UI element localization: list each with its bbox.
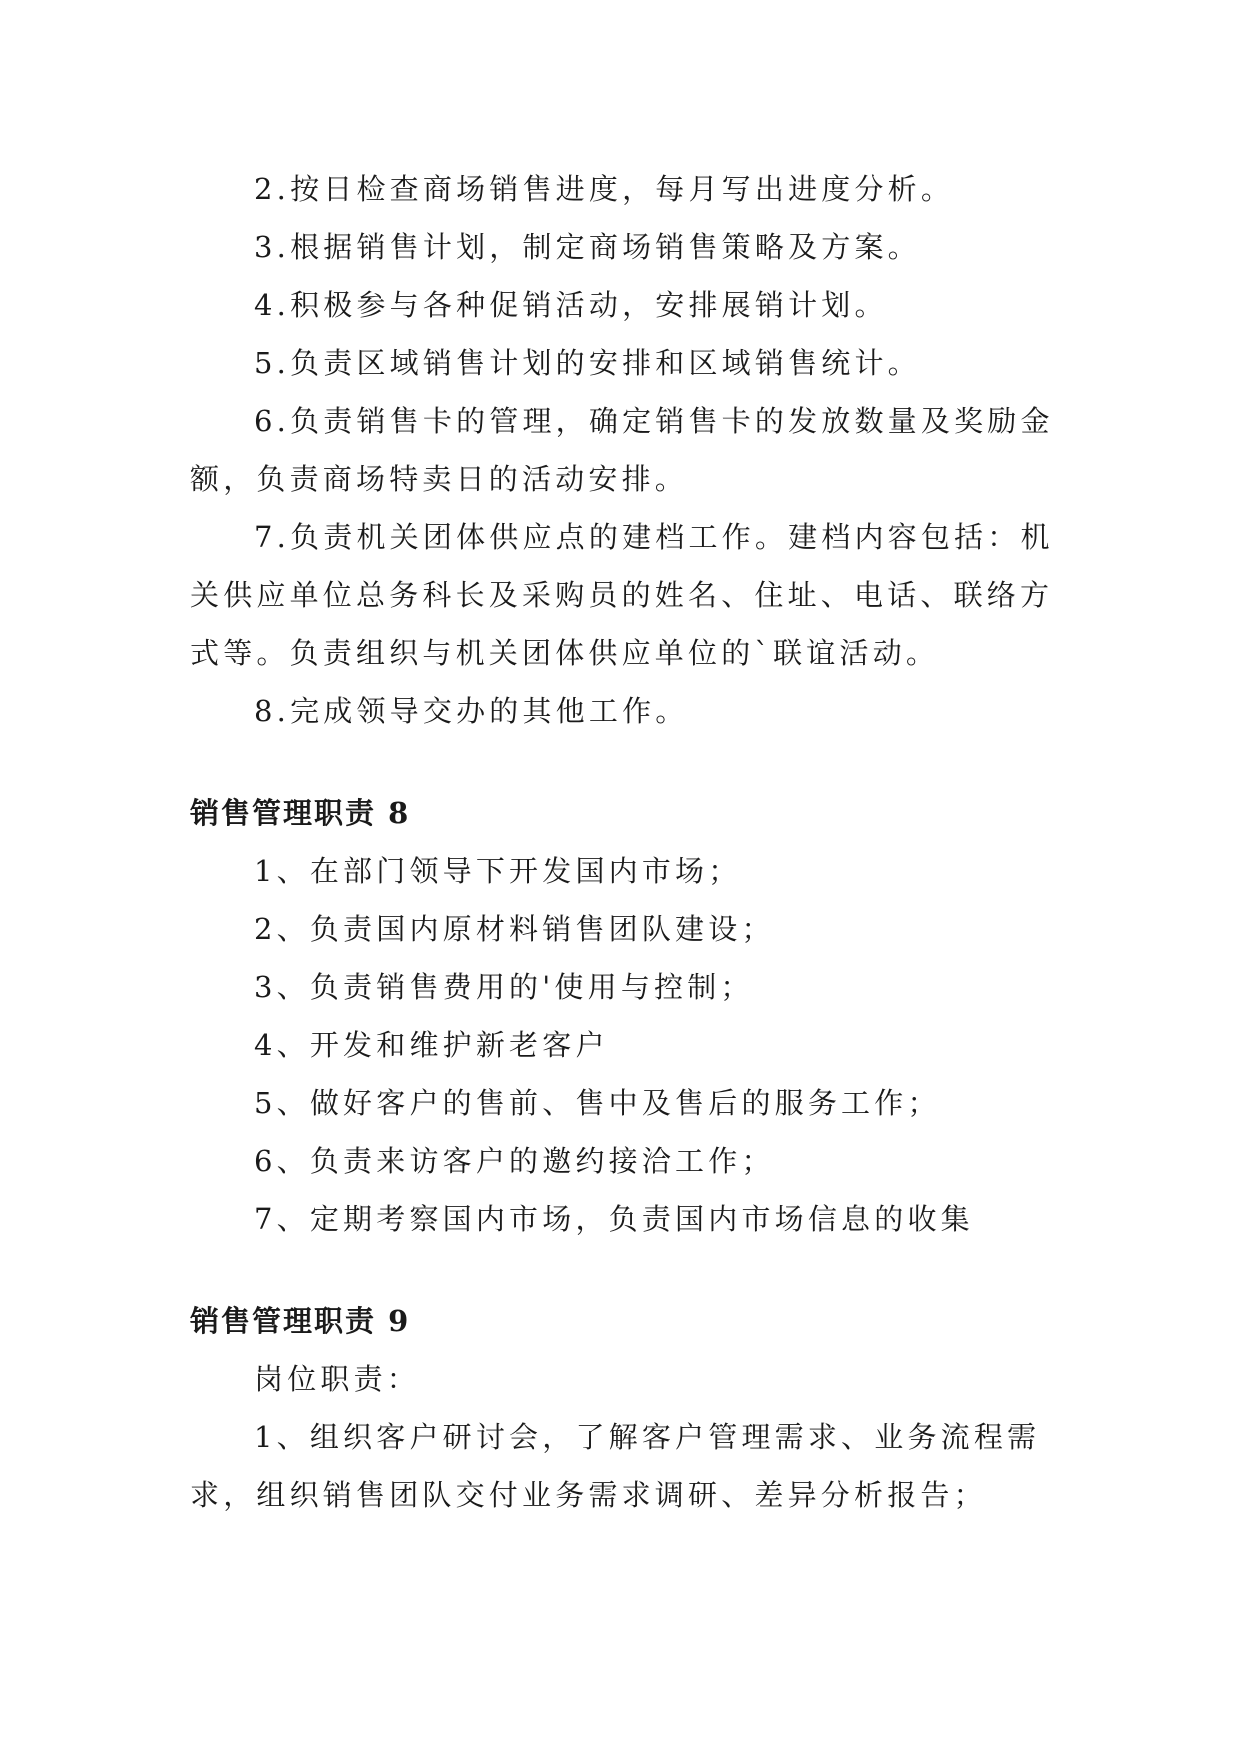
- paragraph: 3.根据销售计划，制定商场销售策略及方案。: [254, 230, 921, 264]
- paragraph: 7.负责机关团体供应点的建档工作。建档内容包括：机关供应单位总务科长及采购员的姓名、住址、电话、联络方式等。负责组织与机关团体供应单位的`联谊活动。: [190, 520, 1054, 670]
- paragraph: 5.负责区域销售计划的安排和区域销售统计。: [254, 346, 921, 380]
- list-item: 3、负责销售费用的'使用与控制；: [254, 970, 754, 1004]
- paragraph: 6.负责销售卡的管理，确定销售卡的发放数量及奖励金额，负责商场特卖日的活动安排。: [190, 404, 1054, 496]
- section-heading: 销售管理职责 9: [190, 1304, 411, 1338]
- paragraph: 4.积极参与各种促销活动，安排展销计划。: [254, 288, 888, 322]
- document-page: [190, 160, 1060, 1524]
- list-item: 2、负责国内原材料销售团队建设；: [254, 912, 775, 946]
- section-gap: [190, 740, 1060, 784]
- paragraph: 2.按日检查商场销售进度，每月写出进度分析。: [254, 172, 955, 206]
- list-item: 4、开发和维护新老客户: [254, 1028, 609, 1062]
- list-item: 1、在部门领导下开发国内市场；: [254, 854, 742, 888]
- section-gap: [190, 1248, 1060, 1292]
- section-a: [190, 160, 1060, 740]
- list-item: 5、做好客户的售前、售中及售后的服务工作；: [254, 1086, 941, 1120]
- section-heading: 销售管理职责 8: [190, 796, 411, 830]
- list-item: 1、组织客户研讨会，了解客户管理需求、业务流程需求，组织销售团队交付业务需求调研、差异分析报告；: [190, 1420, 1041, 1512]
- list-item: 7、定期考察国内市场，负责国内市场信息的收集: [254, 1202, 974, 1236]
- section-9: [190, 1292, 1060, 1524]
- section-8: [190, 784, 1060, 1248]
- paragraph: 8.完成领导交办的其他工作。: [254, 694, 689, 728]
- list-item: 6、负责来访客户的邀约接洽工作；: [254, 1144, 775, 1178]
- section-subtitle: 岗位职责：: [254, 1362, 421, 1396]
